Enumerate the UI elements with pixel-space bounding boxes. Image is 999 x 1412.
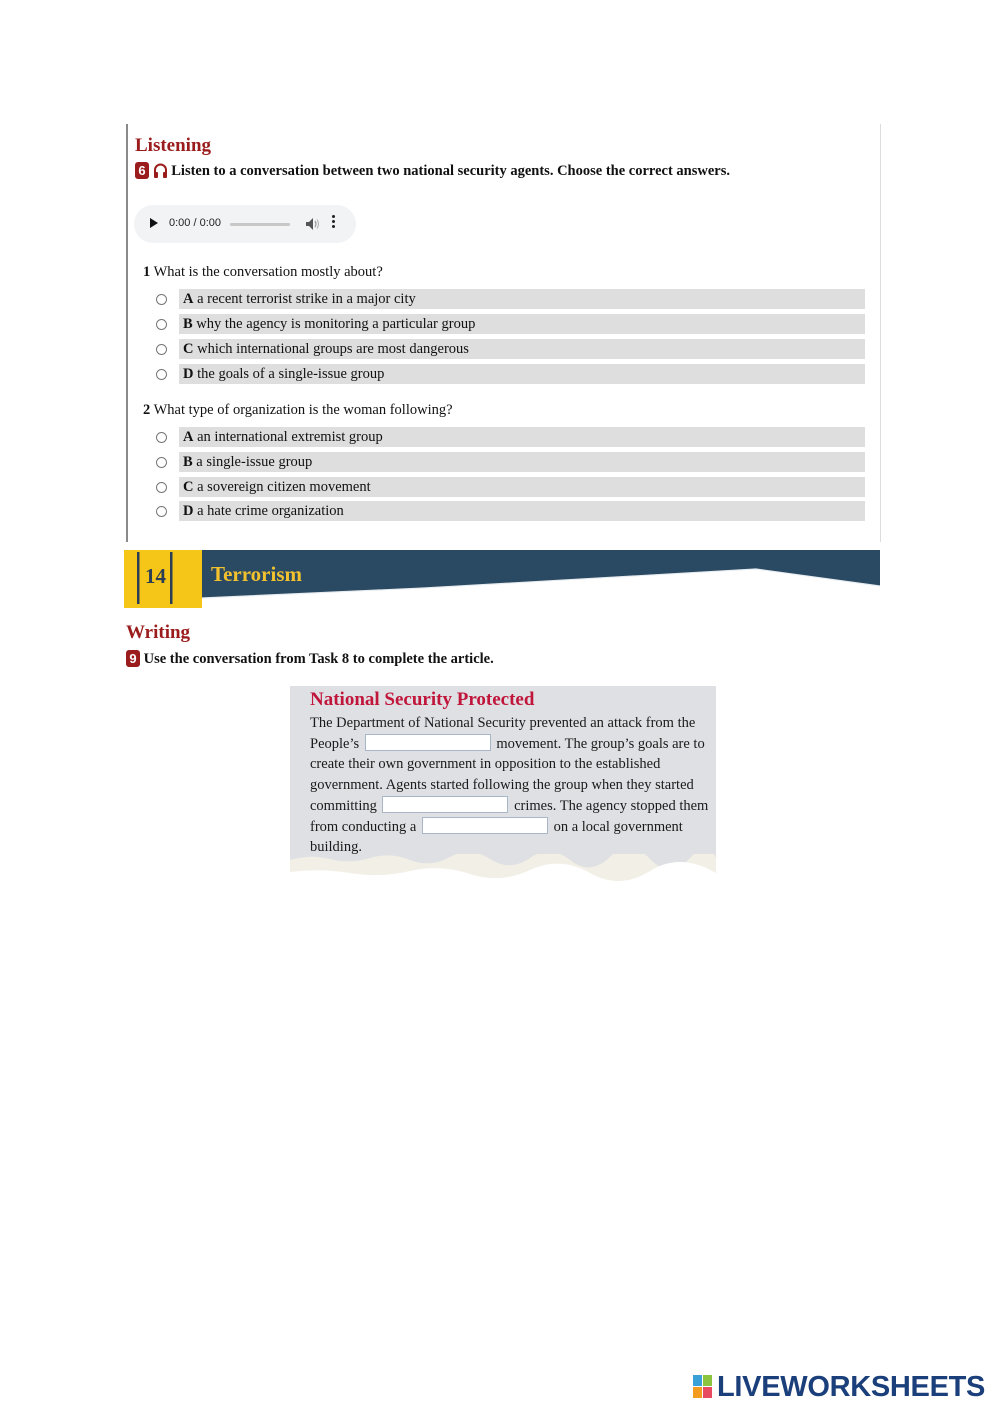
question-text: What type of organization is the woman following? <box>153 402 453 418</box>
article-title: National Security Protected <box>310 689 535 710</box>
gap-input-1[interactable] <box>365 734 491 751</box>
article-line: create their own government in opposition to the established <box>310 756 661 773</box>
option-q2-a[interactable] <box>179 427 865 447</box>
writing-instruction-text: Use the conversation from Task 8 to complete the article. <box>143 651 494 667</box>
radio-q2-d[interactable] <box>156 506 167 517</box>
logo-squares-icon <box>693 1375 713 1399</box>
option-q1-b[interactable] <box>179 314 865 334</box>
play-icon[interactable] <box>150 218 158 228</box>
listening-instruction-row <box>135 162 730 180</box>
option-q1-d[interactable] <box>179 364 865 384</box>
question-2 <box>143 402 453 419</box>
gap-input-3[interactable] <box>422 817 548 834</box>
volume-icon[interactable] <box>306 218 320 230</box>
article-line: The Department of National Security prevented an attack from the <box>310 715 696 731</box>
unit-banner <box>124 550 880 608</box>
radio-q1-c[interactable] <box>156 344 167 355</box>
option-q1-c[interactable] <box>179 339 865 359</box>
option-text: a sovereign citizen movement <box>197 479 371 495</box>
question-1 <box>143 264 383 281</box>
article-line <box>310 734 710 755</box>
option-q2-d[interactable] <box>179 501 865 521</box>
more-options-icon[interactable] <box>332 215 336 230</box>
article-text: movement. The group’s goals are to <box>496 735 705 752</box>
question-text: What is the conversation mostly about? <box>153 264 383 280</box>
option-letter: D <box>183 503 194 519</box>
article-line <box>310 796 710 817</box>
option-text: a single-issue group <box>196 454 313 470</box>
radio-q1-d[interactable] <box>156 369 167 380</box>
writing-heading: Writing <box>126 622 191 643</box>
option-text: why the agency is monitoring a particular group <box>196 316 476 332</box>
article-line: government. Agents started following the group when they started <box>310 777 694 794</box>
option-text: a hate crime organization <box>197 503 344 519</box>
option-letter: B <box>183 454 193 470</box>
article-text: committing <box>310 797 377 814</box>
radio-q2-a[interactable] <box>156 432 167 443</box>
article-line <box>310 817 710 838</box>
question-number: 2 <box>143 402 151 418</box>
radio-q2-b[interactable] <box>156 457 167 468</box>
option-text: which international groups are most dangerous <box>197 341 469 357</box>
audio-progress-track[interactable] <box>230 223 290 226</box>
task-number-badge: 6 <box>135 162 149 179</box>
question-number: 1 <box>143 264 151 280</box>
article-text: People’s <box>310 735 360 752</box>
radio-q1-b[interactable] <box>156 319 167 330</box>
article-text: on a local government <box>553 818 683 835</box>
option-text: the goals of a single-issue group <box>197 366 385 382</box>
unit-title: Terrorism <box>211 562 302 586</box>
unit-number: 14 <box>145 564 166 588</box>
logo-text: LIVEWORKSHEETS <box>717 1371 986 1403</box>
option-letter: A <box>183 429 194 445</box>
headphones-icon <box>153 162 168 179</box>
audio-time: 0:00 / 0:00 <box>169 217 221 229</box>
option-letter: C <box>183 341 194 357</box>
option-q1-a[interactable] <box>179 289 865 309</box>
option-letter: C <box>183 479 194 495</box>
option-q2-b[interactable] <box>179 452 865 472</box>
option-text: a recent terrorist strike in a major city <box>197 291 416 307</box>
radio-q1-a[interactable] <box>156 294 167 305</box>
audio-player[interactable] <box>134 205 356 243</box>
option-letter: B <box>183 316 193 332</box>
article-body <box>310 713 710 858</box>
task-number-badge: 9 <box>126 650 140 667</box>
article-text: crimes. The agency stopped them <box>514 797 709 814</box>
radio-q2-c[interactable] <box>156 482 167 493</box>
option-letter: A <box>183 291 194 307</box>
listening-heading: Listening <box>135 135 212 156</box>
option-q2-c[interactable] <box>179 477 865 497</box>
torn-paper-edge <box>290 854 716 882</box>
option-text: an international extremist group <box>197 429 383 445</box>
writing-instruction-row <box>126 650 494 668</box>
gap-input-2[interactable] <box>382 796 508 813</box>
option-letter: D <box>183 366 194 382</box>
article-line: building. <box>310 839 362 856</box>
article-text: from conducting a <box>310 818 417 835</box>
article-card <box>290 686 716 882</box>
listening-instruction-text: Listen to a conversation between two national security agents. Choose the correct answers. <box>171 163 730 179</box>
